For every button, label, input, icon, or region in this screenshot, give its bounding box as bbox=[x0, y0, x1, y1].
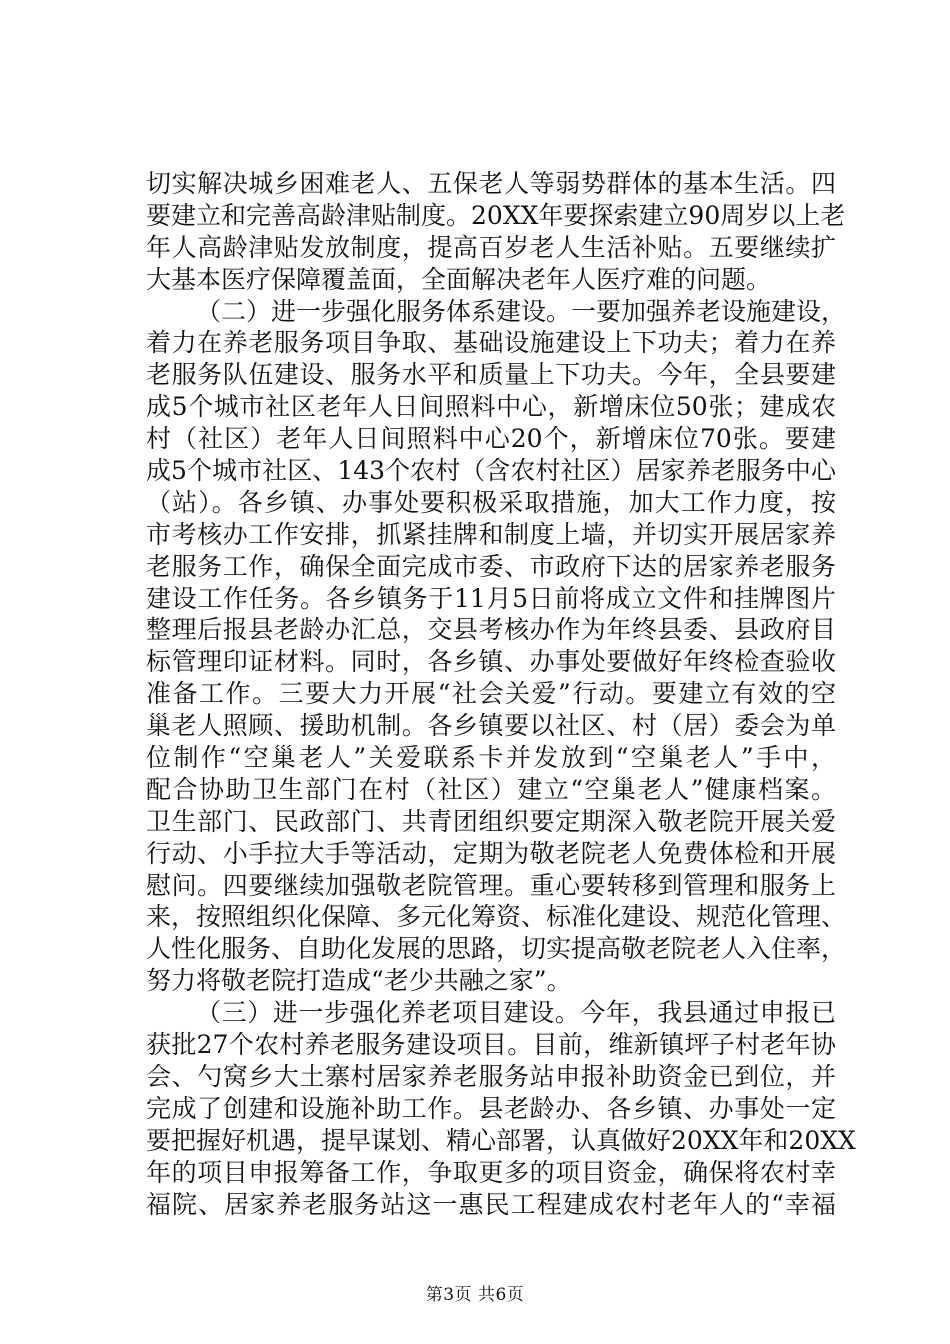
text-line: 市考核办工作安排，抓紧挂牌和制度上墙，并切实开展居家养 bbox=[146, 519, 836, 549]
text-line: 村（社区）老年人日间照料中心20个，新增床位70张。要建 bbox=[146, 424, 836, 454]
text-line: （三）进一步强化养老项目建设。今年，我县通过申报已 bbox=[196, 998, 836, 1028]
text-line: 着力在养老服务项目争取、基础设施建设上下功夫；着力在养 bbox=[146, 328, 836, 358]
text-line: 要把握好机遇，提早谋划、精心部署，认真做好20XX年和20XX bbox=[146, 1125, 856, 1155]
text-line: 来，按照组织化保障、多元化筹资、标准化建设、规范化管理、 bbox=[146, 902, 847, 932]
text-line: 获批27个农村养老服务建设项目。目前，维新镇坪子村老年协 bbox=[146, 1030, 836, 1060]
text-line: 福院、居家养老服务站这一惠民工程建成农村老年人的“幸福 bbox=[146, 1189, 836, 1219]
text-line: 大基本医疗保障覆盖面，全面解决老年人医疗难的问题。 bbox=[146, 264, 772, 294]
text-line: 位制作“空巢老人”关爱联系卡并发放到“空巢老人”手中， bbox=[146, 743, 836, 773]
text-line: 切实解决城乡困难老人、五保老人等弱势群体的基本生活。四 bbox=[146, 169, 836, 198]
text-line: 准备工作。三要大力开展“社会关爱”行动。要建立有效的空 bbox=[146, 679, 836, 709]
text-line: 完成了创建和设施补助工作。县老龄办、各乡镇、办事处一定 bbox=[146, 1093, 836, 1123]
text-line: （二）进一步强化服务体系建设。一要加强养老设施建设， bbox=[196, 296, 847, 326]
text-line: 整理后报县老龄办汇总，交县考核办作为年终县委、县政府目 bbox=[146, 615, 836, 645]
text-line: 建设工作任务。各乡镇务于11月5日前将成立文件和挂牌图片 bbox=[146, 583, 836, 613]
text-line: 努力将敬老院打造成“老少共融之家”。 bbox=[146, 966, 572, 996]
text-line: 年的项目申报筹备工作，争取更多的项目资金，确保将农村幸 bbox=[146, 1157, 836, 1187]
text-line: 配合协助卫生部门在村（社区）建立“空巢老人”健康档案。 bbox=[146, 774, 836, 804]
text-line: 人性化服务、自助化发展的思路，切实提高敬老院老人入住率， bbox=[146, 934, 847, 964]
text-line: 老服务工作，确保全面完成市委、市政府下达的居家养老服务 bbox=[146, 551, 836, 581]
text-line: 会、勺窝乡大土寨村居家养老服务站申报补助资金已到位，并 bbox=[146, 1061, 836, 1091]
text-line: 慰问。四要继续加强敬老院管理。重心要转移到管理和服务上 bbox=[146, 870, 836, 900]
text-line: 老服务队伍建设、服务水平和质量上下功夫。今年，全县要建 bbox=[146, 360, 836, 390]
body-text bbox=[146, 168, 856, 1220]
text-line: （站）。各乡镇、办事处要积极采取措施，加大工作力度，按 bbox=[146, 487, 836, 517]
text-line: 要建立和完善高龄津贴制度。20XX年要探索建立90周岁以上老 bbox=[146, 200, 846, 230]
text-line: 成5个城市社区、143个农村（含农村社区）居家养老服务中心 bbox=[146, 456, 836, 486]
text-line: 成5个城市社区老年人日间照料中心，新增床位50张；建成农 bbox=[146, 392, 836, 422]
text-line: 卫生部门、民政部门、共青团组织要定期深入敬老院开展关爱 bbox=[146, 806, 836, 836]
page-footer: 第3页 共6页 bbox=[425, 1285, 525, 1305]
text-line: 行动、小手拉大手等活动，定期为敬老院老人免费体检和开展 bbox=[146, 838, 836, 868]
text-line: 标管理印证材料。同时，各乡镇、办事处要做好年终检查验收 bbox=[146, 647, 836, 677]
text-line: 巢老人照顾、援助机制。各乡镇要以社区、村（居）委会为单 bbox=[146, 711, 836, 741]
text-line: 年人高龄津贴发放制度，提高百岁老人生活补贴。五要继续扩 bbox=[146, 232, 836, 262]
